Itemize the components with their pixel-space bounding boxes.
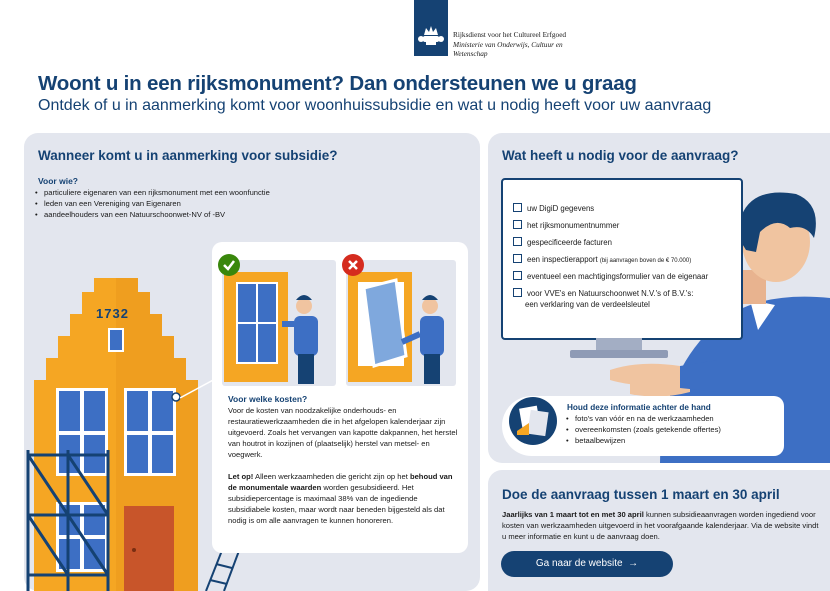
website-button[interactable] — [501, 551, 673, 577]
costs-section — [228, 394, 460, 526]
who-item: • particuliere eigenaren van een rijksmonument met een woonfunctie — [34, 187, 270, 198]
checkbox-icon — [513, 271, 522, 280]
checkbox-icon — [513, 288, 522, 297]
checklist-item — [513, 271, 708, 282]
note-bold: behoud van de monumentale waarden — [228, 472, 453, 492]
requirements-heading: Wat heeft u nodig voor de aanvraag? — [502, 148, 739, 163]
note-lead: Let op! — [228, 472, 254, 481]
inspection-note: (bij aanvragen boven de € 70.000) — [599, 258, 692, 264]
keep-item: • foto's van vóór en na de werkzaamheden — [565, 413, 721, 424]
checklist-label: uw DigiD gegevens — [527, 204, 595, 213]
checklist-item — [513, 203, 594, 214]
checklist-item — [513, 288, 693, 299]
crown-emblem-icon — [414, 0, 448, 56]
checklist-label: gespecificeerde facturen — [527, 238, 612, 247]
costs-heading: Voor welke kosten? — [228, 394, 308, 404]
deadline-lead: Jaarlijks van 1 maart tot en met 30 april — [502, 510, 644, 519]
checkbox-icon — [513, 254, 522, 263]
keep-item: • overeenkomsten (zoals getekende offertes) — [565, 424, 721, 435]
who-heading: Voor wie? — [38, 176, 78, 186]
keep-list — [565, 413, 721, 446]
org-line2: Ministerie van Onderwijs, Cultuur en — [453, 39, 563, 49]
hand-on-keyboard-illustration — [600, 356, 720, 396]
note-paragraph — [228, 471, 460, 526]
website-button-label: Ga naar de website — [535, 558, 623, 569]
note-text2: worden gesubsidieerd. Het subsidiepercentage is maximaal 38% van de ingediende subsidiabele kosten, maar wordt naar beneden bijgesteld als dat nodig is om alle aanvragen te kunnen honoreren. — [228, 483, 445, 525]
org-line1: Rijksdienst voor het Cultureel Erfgoed — [453, 30, 567, 39]
organisation-name — [453, 30, 566, 59]
checklist-item — [513, 254, 691, 267]
checkbox-icon — [513, 220, 522, 229]
deadline-text — [502, 509, 820, 542]
org-line3: Wetenschap — [453, 49, 488, 58]
costs-text: Voor de kosten van noodzakelijke onderhouds- en restauratiewerkzaamheden die in het afgelopen kalenderjaar zijn uitgevoerd. Zoals het vervangen van kapotte dakpannen, het herstel van houtrot in kozijnen of (plaatselijk) herstel van metsel- en voegwerk. — [228, 406, 458, 459]
documents-icon — [509, 397, 557, 445]
checklist-label: voor VVE's en Natuurschoonwet N.V.'s of B.V.'s: — [527, 289, 694, 298]
house-year: 1732 — [96, 306, 129, 321]
eligibility-heading: Wanneer komt u in aanmerking voor subsidie? — [38, 148, 338, 163]
checklist-item — [513, 220, 619, 231]
who-item: • aandeelhouders van een Natuurschoonwet-NV of -BV — [34, 209, 270, 220]
check-icon — [218, 254, 240, 276]
checklist-label: eventueel een machtigingsformulier van de eigenaar — [527, 272, 709, 281]
deadline-body: kunnen subsidieaanvragen worden ingediend voor kosten van werkzaamheden uitgevoerd in het voorafgaande kalenderjaar. Via de website vindt u meer informatie en kunt u de aanvraag doen. — [502, 510, 819, 541]
checklist-item — [513, 237, 612, 248]
checklist-item-continued: een verklaring van de verdeelsleutel — [525, 300, 650, 309]
keep-heading: Houd deze informatie achter de hand — [567, 403, 711, 412]
cross-icon — [342, 254, 364, 276]
checklist-label: het rijksmonumentnummer — [527, 221, 620, 230]
who-list — [34, 187, 270, 220]
logo-bar — [414, 0, 448, 56]
page-subtitle: Ontdek of u in aanmerking komt voor woonhuissubsidie en wat u nodig heeft voor uw aanvraag — [38, 97, 712, 114]
checklist-label: een inspectierapport — [527, 255, 598, 264]
who-item: • leden van een Vereniging van Eigenaren — [34, 198, 270, 209]
checkbox-icon — [513, 237, 522, 246]
checkbox-icon — [513, 203, 522, 212]
note-text1: Alleen werkzaamheden die gericht zijn op het — [253, 472, 410, 481]
page-title: Woont u in een rijksmonument? Dan ondersteunen we u graag — [38, 72, 637, 95]
deadline-heading: Doe de aanvraag tussen 1 maart en 30 april — [502, 487, 780, 502]
keep-item: • betaalbewijzen — [565, 435, 721, 446]
arrow-right-icon: → — [628, 558, 639, 569]
